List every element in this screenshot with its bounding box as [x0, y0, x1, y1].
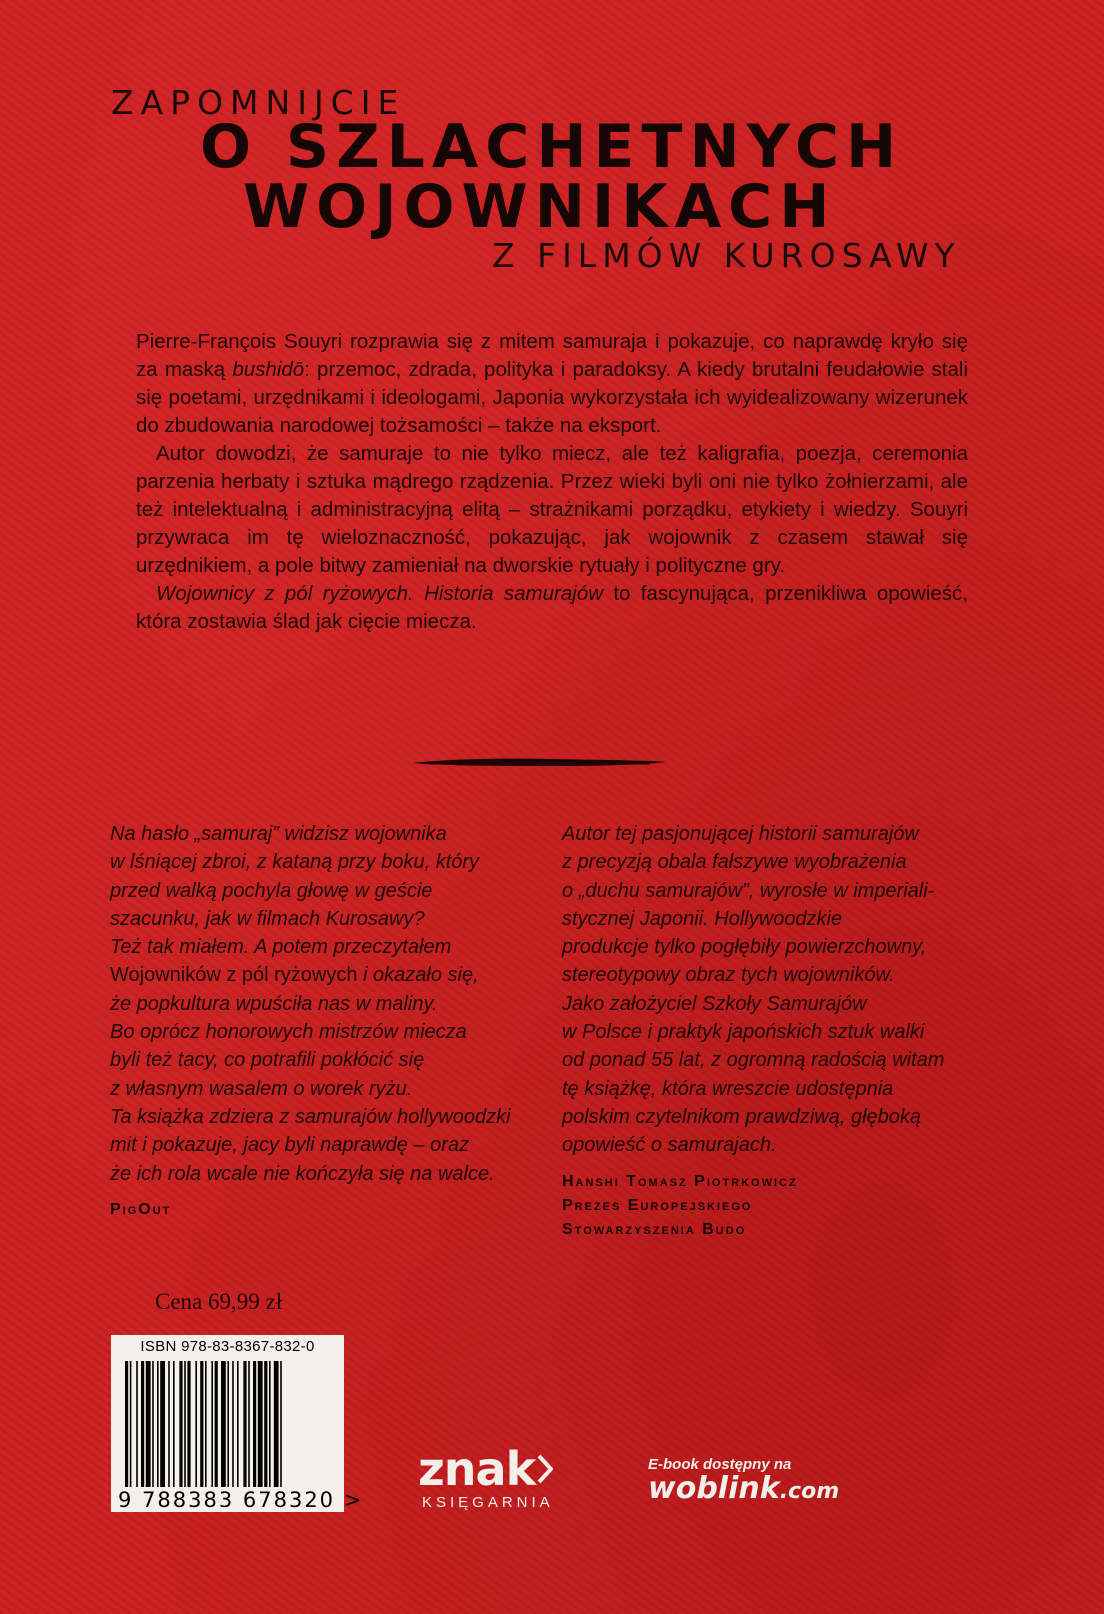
- ean-digits: 9 788383 678320 >: [118, 1488, 364, 1512]
- quote-line: polskim czytelnikom prawdziwą, głęboką: [562, 1105, 922, 1128]
- headline-line-1: ZAPOMNIJCIE: [111, 83, 406, 122]
- quote-line: mit i pokazuje, jacy byli naprawdę – oraz: [110, 1134, 470, 1157]
- chevron-right-icon: [537, 1454, 553, 1484]
- quote-line: tę książkę, która wreszcie udostępnia: [562, 1077, 894, 1100]
- quote-author-organization: Stowarzyszenia Budo: [562, 1220, 747, 1238]
- quote-line: Ta książka zdziera z samurajów hollywoodzki: [110, 1105, 511, 1128]
- quote-line: Bo oprócz honorowych mistrzów miecza: [110, 1021, 467, 1044]
- quote-line: [110, 961, 530, 989]
- blurb-term: bushidō: [232, 358, 305, 381]
- quote-line: w lśniącej zbroi, z kataną przy boku, który: [110, 851, 480, 874]
- quote-author: [110, 1198, 530, 1222]
- brush-stroke-divider: [410, 755, 668, 769]
- book-title: Wojownicy z pól ryżowych. Historia samurajów: [156, 582, 604, 605]
- quote-line: z własnym wasalem o worek ryżu.: [110, 1077, 413, 1100]
- ebook-label: E-book dostępny na: [648, 1456, 792, 1473]
- book-title: Wojowników z pól ryżowych: [110, 964, 358, 987]
- barcode-bars: [121, 1361, 334, 1487]
- quote-line: o „duchu samurajów”, wyrosłe w imperiali-: [562, 879, 935, 902]
- headline-line-4: Z FILMÓW KUROSAWY: [492, 236, 961, 275]
- quote-line: Autor tej pasjonującej historii samurajów: [562, 823, 919, 845]
- blurb-text: : przemoc, zdrada, polityka i paradoksy. A kiedy brutalni feudałowie stali się poetami, urzędnikami i ideologami, Japonia wykorzystała ich wyidealizowany wizerunek do zbudowania narodowej tożsamości – także na eksport.: [136, 358, 969, 437]
- publisher-name: [418, 1442, 554, 1496]
- quote-author-name: PigOut: [110, 1200, 172, 1218]
- ebook-store-logo: [648, 1471, 839, 1506]
- quote-line: z precyzją obala fałszywe wyobrażenia: [562, 851, 907, 874]
- quote-line: że ich rola wcale nie kończyła się na walce.: [110, 1162, 495, 1185]
- blurb-paragraph-2: Autor dowodzi, że samuraje to nie tylko miecz, ale też kaligrafia, poezja, ceremonia parzenia herbaty i sztuka mądrego rządzenia. Przez wieki byli oni nie tylko żołnierzami, ale też intelektualną i administracyjną elitą – strażnikami porządku, etykiety i wiedzy. Souyri przywraca im tę wieloznaczność, pokazując, jak wojownik z czasem stawał się urzędnikiem, a pole bitwy zamieniał na dworskie rytuały i polityczne gry.: [136, 442, 968, 577]
- quote-line: stereotypowy obraz tych wojowników.: [562, 964, 895, 987]
- headline-line-3: WOJOWNIKACH: [243, 172, 837, 242]
- publisher-logo: [418, 1442, 554, 1511]
- quote-line: Też tak miałem. A potem przeczytałem: [110, 936, 452, 959]
- store-domain: .com: [779, 1479, 840, 1504]
- quote-line: stycznej Japonii. Hollywoodzkie: [562, 907, 843, 930]
- quote-line: przed walką pochyla głowę w geście: [110, 879, 433, 902]
- blurb: [136, 328, 968, 636]
- quote-right: [562, 820, 982, 1242]
- quote-left: [110, 820, 530, 1222]
- quote-line: Na hasło „samuraj” widzisz wojownika: [110, 823, 447, 845]
- quote-line: produkcje tylko pogłębiły powierzchowny,: [562, 936, 927, 959]
- quote-line: w Polsce i praktyk japońskich sztuk walki: [562, 1021, 925, 1044]
- quote-author-name: Hanshi Tomasz Piotrkowicz: [562, 1172, 798, 1190]
- quote-line: byli też tacy, co potrafili pokłócić się: [110, 1049, 425, 1072]
- isbn-barcode: [111, 1335, 364, 1512]
- store-name: woblink: [648, 1471, 780, 1506]
- blurb-text: to fascynująca, przenikliwa opowieść, która zostawia ślad jak cięcie miecza.: [136, 582, 968, 633]
- blurb-paragraph-1: [136, 328, 968, 440]
- quote-author-title: Prezes Europejskiego: [562, 1196, 753, 1214]
- publisher-wordmark: znak: [418, 1442, 536, 1496]
- price: Cena 69,99 zł: [155, 1289, 283, 1314]
- ebook-info: [648, 1456, 839, 1506]
- blurb-paragraph-3: [136, 580, 968, 636]
- quote-line: Jako założyciel Szkoły Samurajów: [562, 992, 867, 1015]
- isbn-label: ISBN 978-83-8367-832-0: [140, 1338, 315, 1355]
- quote-line: że popkultura wpuściła nas w maliny.: [110, 992, 438, 1015]
- quote-author: [562, 1170, 982, 1242]
- quote-text: i okazało się,: [357, 964, 479, 987]
- publisher-subtitle: KSIĘGARNIA: [422, 1494, 554, 1511]
- quote-line: szacunku, jak w filmach Kurosawy?: [110, 907, 425, 930]
- quote-line: od ponad 55 lat, z ogromną radością witam: [562, 1049, 945, 1072]
- quote-line: opowieść o samurajach.: [562, 1134, 777, 1157]
- blurb-text: Pierre-François Souyri rozprawia się z mitem samuraja i pokazuje, co naprawdę kryło się za maską: [136, 330, 968, 381]
- headline-line-2: O SZLACHETNYCH: [200, 112, 904, 182]
